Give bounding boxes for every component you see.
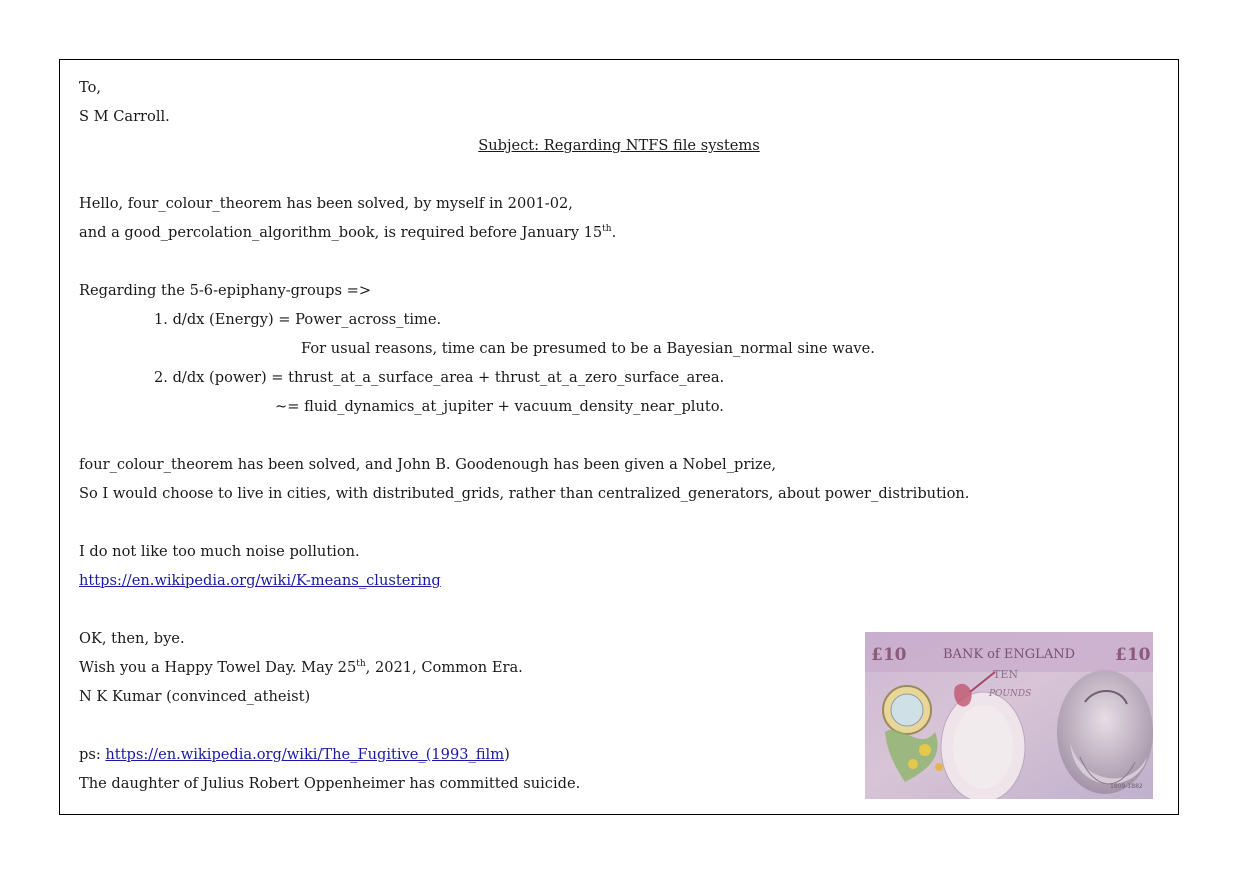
closing-line-2-text: Wish you a Happy Towel Day. May 25 xyxy=(79,659,357,676)
kmeans-link[interactable]: https://en.wikipedia.org/wiki/K-means_clustering xyxy=(79,572,441,589)
paragraph-1-line-2-text: and a good_percolation_algorithm_book, is required before January 15 xyxy=(79,224,603,241)
fugitive-link[interactable]: https://en.wikipedia.org/wiki/The_Fugitive_(1993_film xyxy=(105,746,505,763)
ps-line xyxy=(79,745,510,765)
ordinal-suffix-2: th xyxy=(356,659,366,670)
banknote-denomination-left: £10 xyxy=(871,645,907,665)
kmeans-line xyxy=(79,571,441,591)
banknote-bank-name: BANK of ENGLAND xyxy=(943,647,1075,662)
paragraph-3-line-2: So I would choose to live in cities, with distributed_grids, rather than centralized_generators, about power_distribution. xyxy=(79,485,970,502)
list-item-2-continuation: ~= fluid_dynamics_at_jupiter + vacuum_density_near_pluto. xyxy=(275,398,724,415)
list-item-1-note: For usual reasons, time can be presumed to be a Bayesian_normal sine wave. xyxy=(301,340,875,357)
ps-prefix: ps: xyxy=(79,746,106,763)
closing-line-2 xyxy=(79,658,523,678)
ordinal-suffix: th xyxy=(602,224,612,235)
subject-line: Subject: Regarding NTFS file systems xyxy=(478,137,760,154)
list-item-2: 2. d/dx (power) = thrust_at_a_surface_area + thrust_at_a_zero_surface_area. xyxy=(154,369,725,386)
ps-suffix: ) xyxy=(504,746,510,763)
ten-pound-banknote-image xyxy=(865,632,1153,799)
salutation: To, xyxy=(79,79,102,96)
groups-heading: Regarding the 5-6-epiphany-groups => xyxy=(79,282,372,299)
noise-line: I do not like too much noise pollution. xyxy=(79,543,360,560)
paragraph-1-line-1: Hello, four_colour_theorem has been solved, by myself in 2001-02, xyxy=(79,195,573,212)
paragraph-1-line-2 xyxy=(79,223,616,243)
paragraph-1-line-2-end: . xyxy=(611,224,617,241)
banknote-words-2: POUNDS xyxy=(989,689,1032,699)
banknote-words: TEN xyxy=(993,668,1018,681)
banknote-denomination-right: £10 xyxy=(1115,645,1151,665)
letter-page xyxy=(59,59,1179,815)
paragraph-3-line-1: four_colour_theorem has been solved, and John B. Goodenough has been given a Nobel_prize, xyxy=(79,456,776,473)
closing-line-2-end: , 2021, Common Era. xyxy=(365,659,523,676)
signature: N K Kumar (convinced_atheist) xyxy=(79,688,311,705)
recipient: S M Carroll. xyxy=(79,108,170,125)
closing-line-1: OK, then, bye. xyxy=(79,630,185,647)
final-line: The daughter of Julius Robert Oppenheimer has committed suicide. xyxy=(79,775,581,792)
banknote-dates: 1809-1882 xyxy=(1110,783,1143,790)
list-item-1: 1. d/dx (Energy) = Power_across_time. xyxy=(154,311,442,328)
